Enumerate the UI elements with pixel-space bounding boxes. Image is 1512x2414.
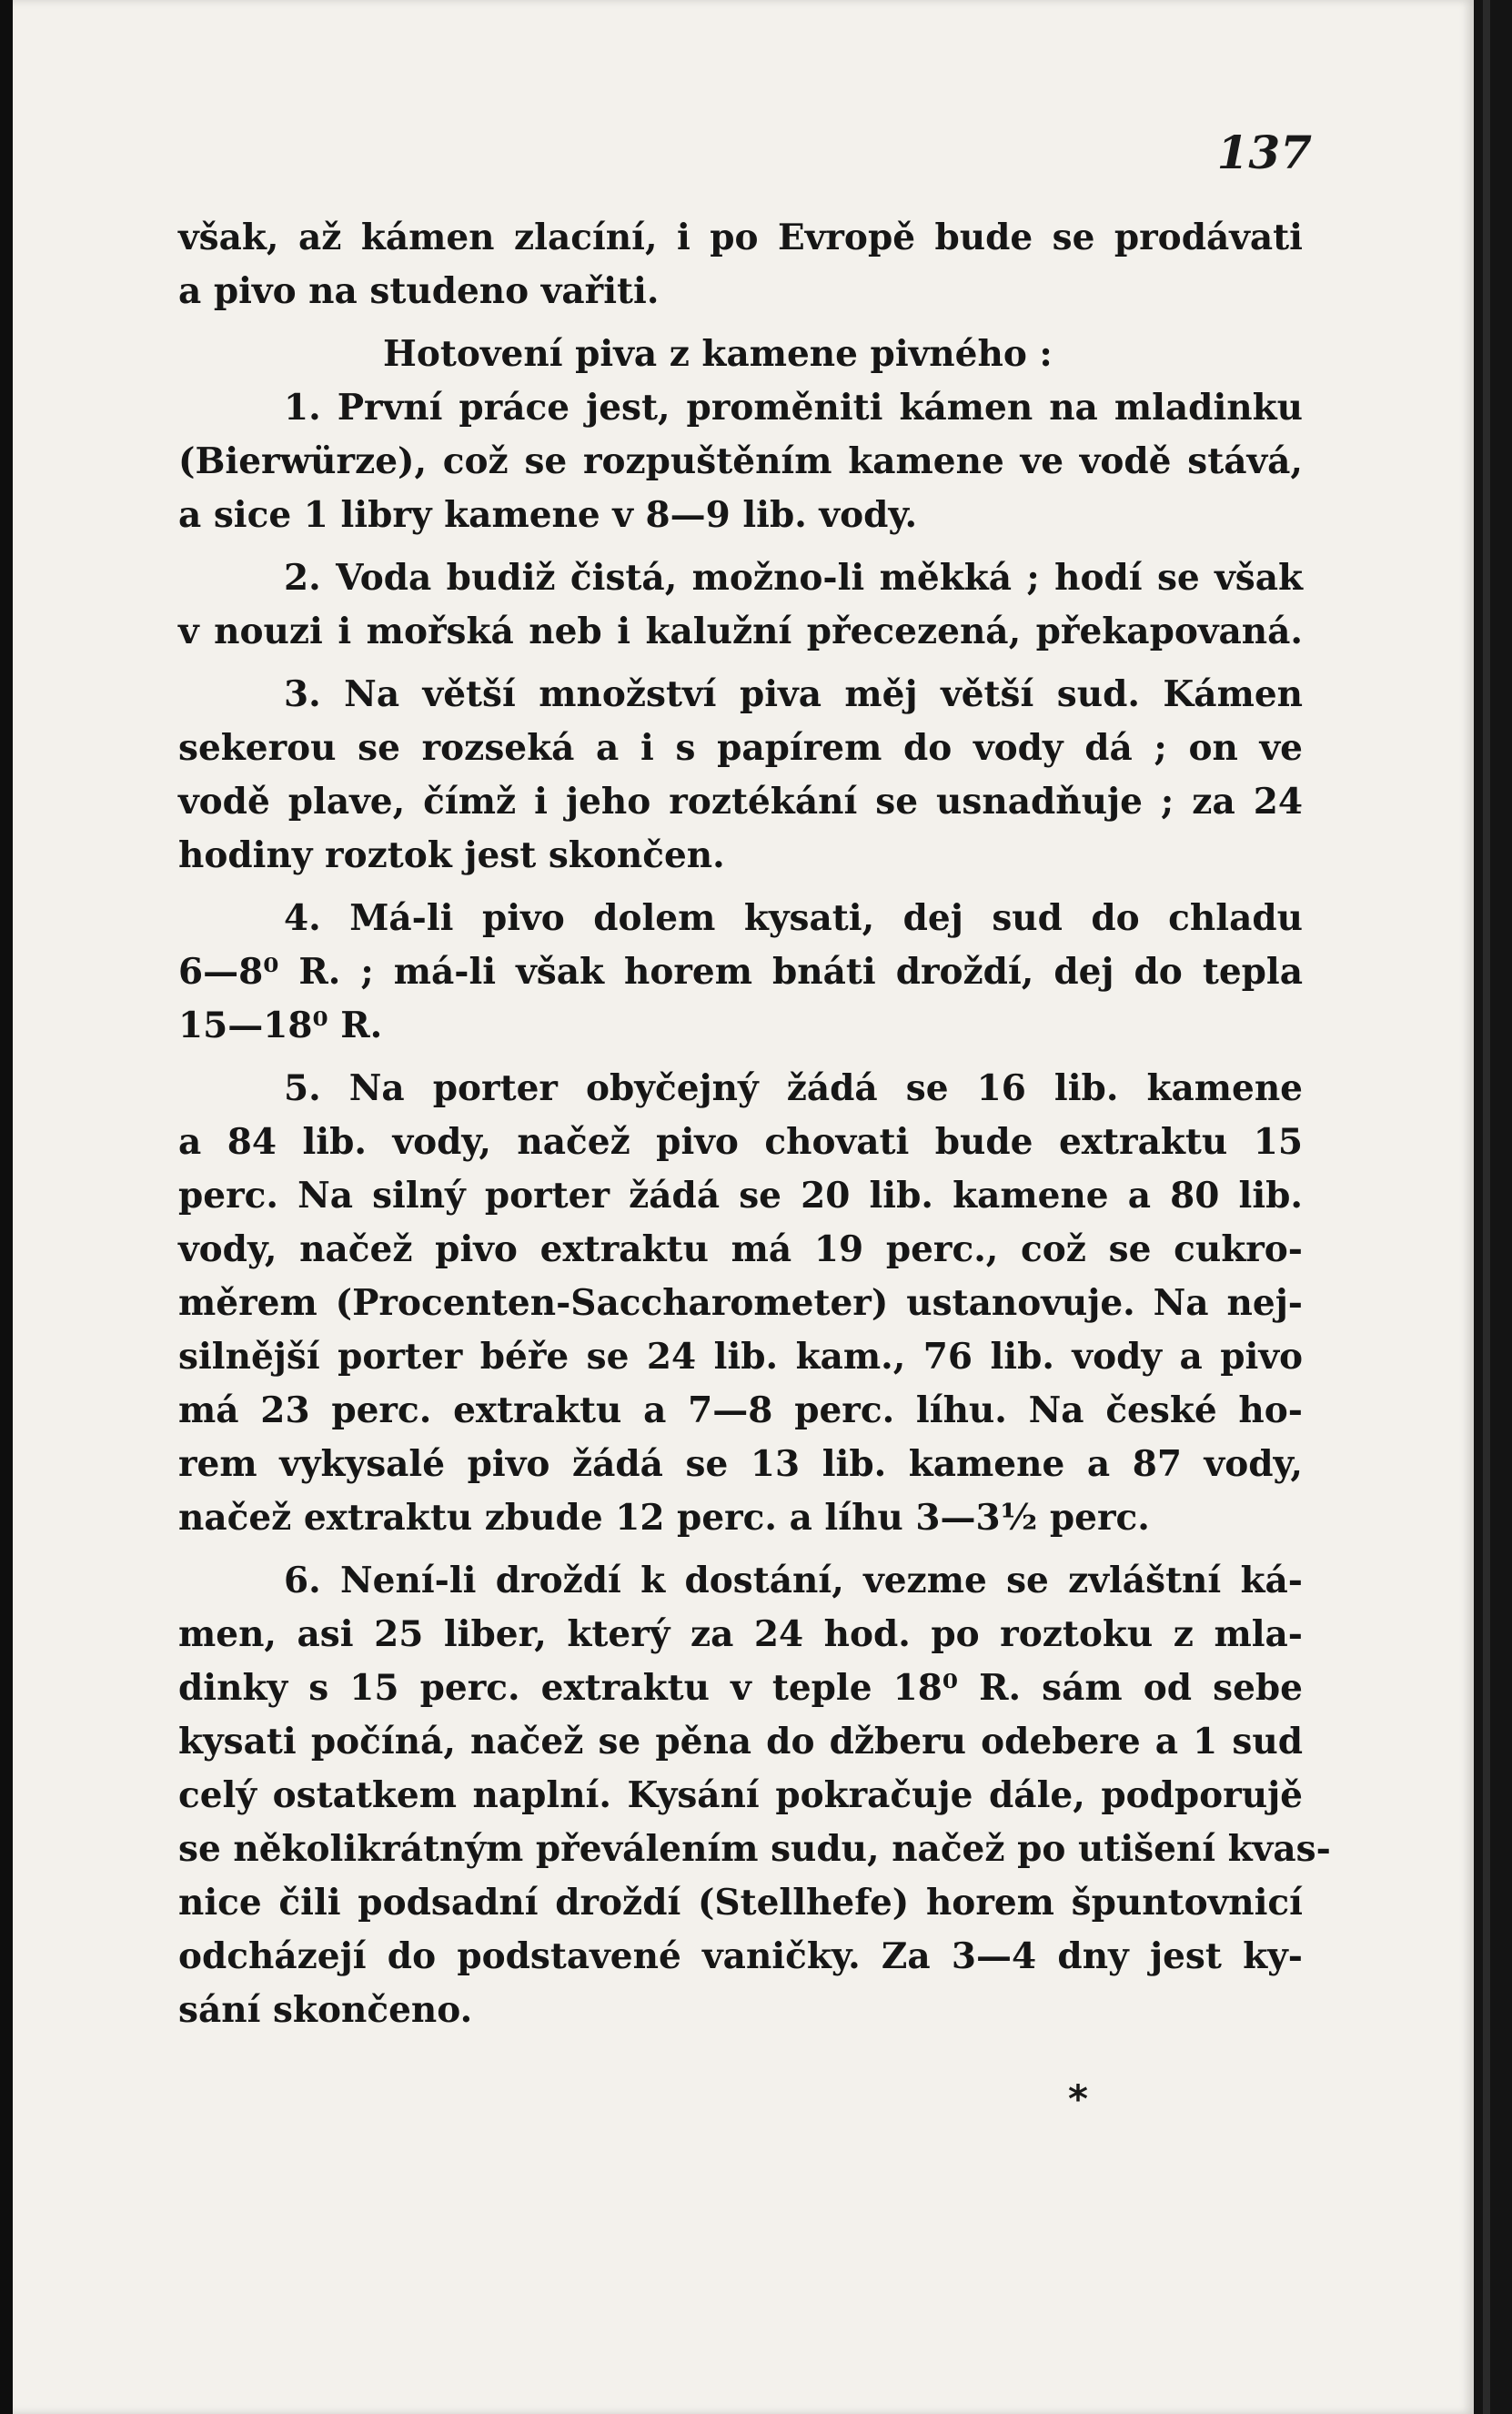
text-line: sekerou se rozseká a i s papírem do vody dá ; on ve [178,727,1303,769]
text-line: 2. Voda budiž čistá, možno-li měkká ; hodí se však [284,557,1303,599]
text-line: měrem (Procenten-Saccharometer) ustanovuje. Na nej- [178,1282,1303,1324]
text-line: (Bierwürze), což se rozpuštěním kamene ve vodě stává, [178,440,1303,482]
end-asterisk: * [1068,2076,1088,2121]
text-line: 1. První práce jest, proměniti kámen na mladinku [284,387,1303,429]
text-line: 5. Na porter obyčejný žádá se 16 lib. kamene [284,1067,1303,1109]
book-page [13,0,1474,2414]
text-line: vody, načež pivo extraktu má 19 perc., což se cukro- [178,1228,1303,1270]
page-number: 137 [1216,126,1312,179]
text-line: však, až kámen zlacíní, i po Evropě bude se prodávati [178,217,1303,258]
text-line: kysati počíná, načež se pěna do džberu odebere a 1 sud [178,1721,1303,1763]
text-line: celý ostatkem naplní. Kysání pokračuje dále, podporujě [178,1774,1303,1816]
text-line: nice čili podsadní droždí (Stellhefe) horem špuntovnicí [178,1882,1303,1924]
text-line: má 23 perc. extraktu a 7—8 perc. líhu. Na české ho- [178,1389,1303,1431]
scan-edge [1474,0,1512,2414]
text-line: v nouzi i mořská neb i kalužní přecezená, překapovaná. [178,611,1303,652]
text-line: a sice 1 libry kamene v 8—9 lib. vody. [178,494,918,536]
text-line: 3. Na větší množství piva měj větší sud. Kámen [284,673,1303,715]
text-line: se několikrátným převálením sudu, načež po utišení kvas- [178,1828,1331,1870]
text-line: rem vykysalé pivo žádá se 13 lib. kamene a 87 vody, [178,1443,1303,1485]
section-heading: Hotovení piva z kamene pivného : [383,333,1053,375]
text-line: a 84 lib. vody, načež pivo chovati bude extraktu 15 [178,1121,1303,1163]
text-line: silnější porter béře se 24 lib. kam., 76 lib. vody a pivo [178,1336,1303,1378]
text-line: hodiny roztok jest skončen. [178,834,725,876]
text-line: načež extraktu zbude 12 perc. a líhu 3—3½ perc. [178,1497,1150,1539]
text-line: sání skončeno. [178,1989,473,2031]
text-line: vodě plave, čímž i jeho roztékání se usnadňuje ; za 24 [178,781,1303,823]
text-line: a pivo na studeno vařiti. [178,270,660,312]
text-line: men, asi 25 liber, který za 24 hod. po roztoku z mla- [178,1613,1303,1655]
text-line: perc. Na silný porter žádá se 20 lib. kamene a 80 lib. [178,1175,1303,1217]
text-line: 6—8⁰ R. ; má-li však horem bnáti droždí, dej do tepla [178,951,1303,993]
text-line: 15—18⁰ R. [178,1005,383,1046]
scan-edge-line [1483,0,1490,2414]
text-line: 4. Má-li pivo dolem kysati, dej sud do chladu [284,897,1303,939]
text-line: odcházejí do podstavené vaničky. Za 3—4 dny jest ky- [178,1935,1303,1977]
page-text [178,211,1331,2037]
text-line: 6. Není-li droždí k dostání, vezme se zvláštní ká- [284,1560,1303,1601]
text-line: dinky s 15 perc. extraktu v teple 18⁰ R. sám od sebe [178,1667,1303,1709]
